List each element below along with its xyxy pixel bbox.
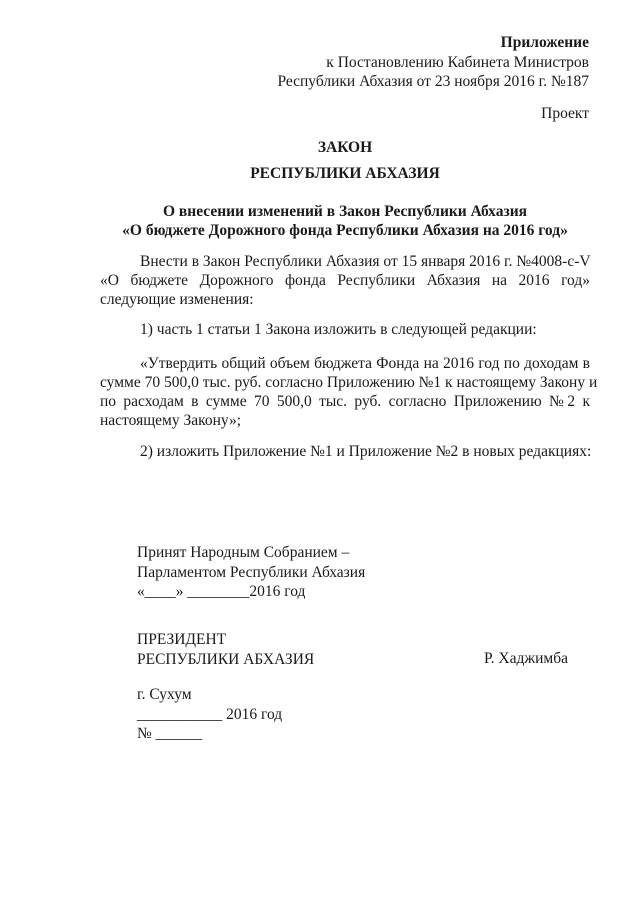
intro-line: Внести в Закон Республики Абхазия от 15 января 2016 г. №4008-с-V: [140, 253, 591, 270]
intro-paragraph: [100, 252, 590, 309]
law-subtitle-line-2: «О бюджете Дорожного фонда Республики Абхазия на 2016 год»: [122, 222, 568, 239]
signing-date-line: ___________ 2016 год: [137, 705, 283, 723]
annex-line-1: к Постановлению Кабинета Министров: [326, 53, 589, 71]
law-number-line: № ______: [137, 725, 203, 742]
adoption-block: [137, 543, 365, 602]
adoption-line-1: Принят Народным Собранием –: [137, 544, 350, 561]
intro-line: следующие изменения:: [100, 291, 254, 308]
president-signature-block: [137, 630, 314, 669]
law-title: ЗАКОН: [317, 139, 373, 156]
amendment-item-1: 1) часть 1 статьи 1 Закона изложить в следующей редакции:: [140, 321, 537, 338]
quote-line: настоящему Закону»;: [100, 412, 242, 429]
quote-line: «Утвердить общий объем бюджета Фонда на 2016 год по доходам в: [140, 355, 590, 372]
president-name: Р. Хаджимба: [484, 650, 568, 667]
annex-heading: Приложение: [500, 34, 589, 51]
city: г. Сухум: [137, 686, 192, 703]
quoted-amendment: [100, 354, 598, 430]
law-subtitle-line-1: О внесении изменений в Закон Республики Абхазия: [162, 203, 528, 220]
place-date-block: [137, 685, 282, 744]
adoption-line-2: Парламентом Республики Абхазия: [137, 563, 366, 581]
annex-line-2: Республики Абхазия от 23 ноября 2016 г. №187: [277, 73, 589, 90]
quote-line: сумме 70 500,0 тыс. руб. согласно Приложению №1 к настоящему Закону и: [100, 374, 598, 391]
intro-line: «О бюджете Дорожного фонда Республики Абхазия на 2016 год»: [100, 272, 590, 289]
adoption-date-line: «____» ________2016 год: [137, 583, 306, 600]
draft-status-label: Проект: [541, 105, 589, 122]
law-title-republic: РЕСПУБЛИКИ АБХАЗИЯ: [250, 165, 440, 182]
amendment-item-2: 2) изложить Приложение №1 и Приложение №2 в новых редакциях:: [140, 443, 592, 460]
quote-line: по расходам в сумме 70 500,0 тыс. руб. согласно Приложению №2 к: [100, 393, 590, 410]
president-title-line-2: РЕСПУБЛИКИ АБХАЗИЯ: [137, 650, 315, 668]
president-title-line-1: ПРЕЗИДЕНТ: [137, 631, 227, 648]
annex-header: [277, 33, 589, 92]
